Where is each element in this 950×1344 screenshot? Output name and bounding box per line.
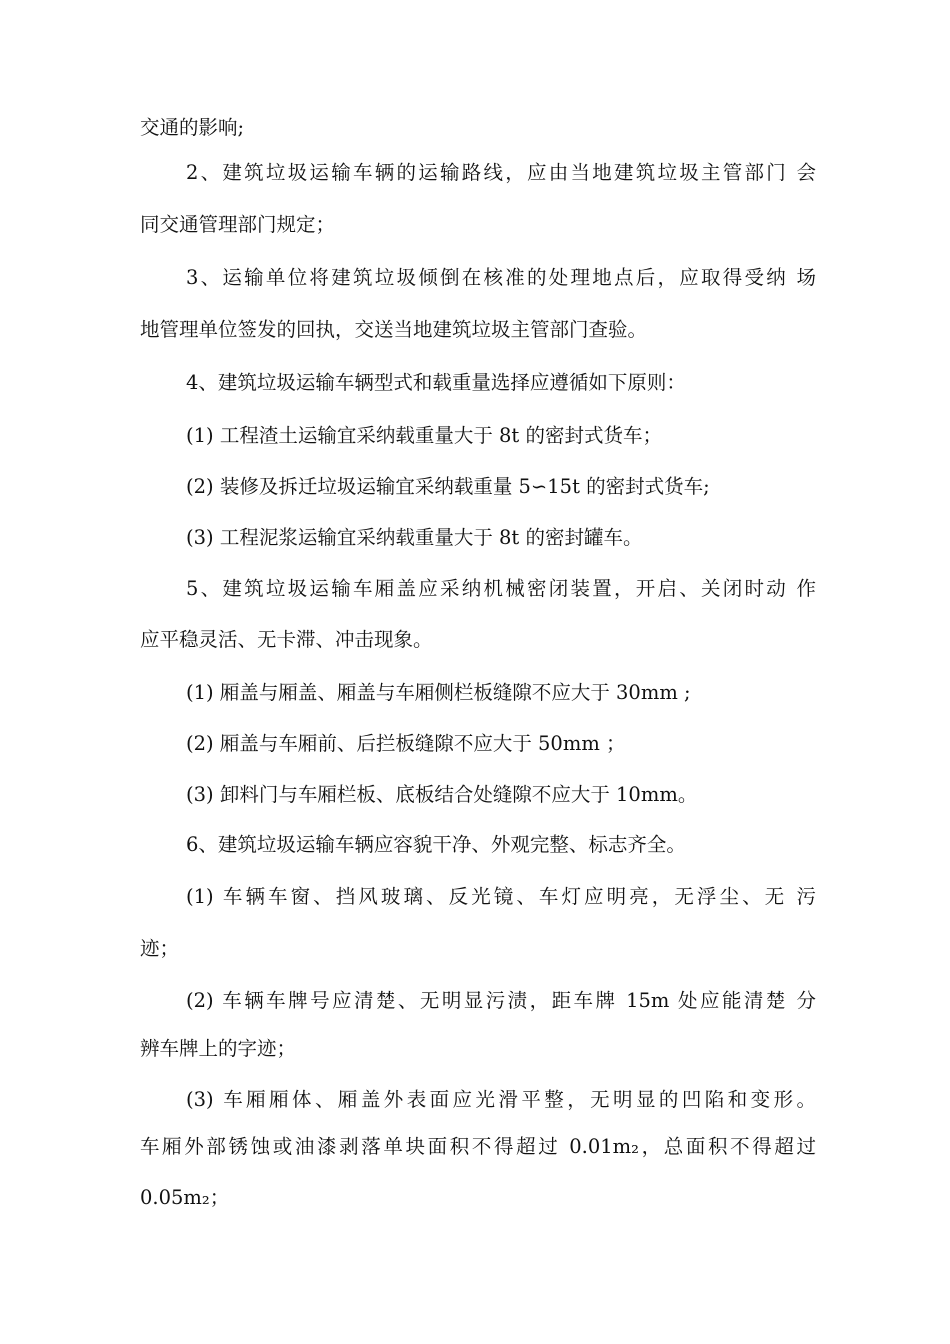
text-line-14: (3) 卸料门与车厢栏板、底板结合处缝隙不应大于 10mm。 [186,783,698,806]
text-line-22: 0.05m₂； [140,1186,230,1209]
text-line-10: 5、建筑垃圾运输车厢盖应采纳机械密闭装置，开启、关闭时动 作 [186,577,816,600]
text-line-9: (3) 工程泥浆运输宜采纳载重量大于 8t 的密封罐车。 [186,526,643,549]
text-line-18: (2) 车辆车牌号应清楚、无明显污渍，距车牌 15m 处应能清楚 分 [186,989,816,1012]
text-line-17: 迹； [140,937,180,960]
text-line-12: (1) 厢盖与厢盖、厢盖与车厢侧栏板缝隙不应大于 30mm ; [186,681,691,704]
text-line-15: 6、建筑垃圾运输车辆应容貌干净、外观完整、标志齐全。 [186,833,686,856]
text-line-3: 同交通管理部门规定； [140,213,336,236]
text-line-11: 应平稳灵活、无卡滞、冲击现象。 [140,628,433,651]
text-line-6: 4、建筑垃圾运输车辆型式和载重量选择应遵循如下原则： [186,371,686,394]
text-line-7: (1) 工程渣土运输宜采纳载重量大于 8t 的密封式货车； [186,424,662,447]
text-line-5: 地管理单位签发的回执，交送当地建筑垃圾主管部门查验。 [140,318,648,341]
text-line-21: 车厢外部锈蚀或油漆剥落单块面积不得超过 0.01m₂，总面积不得超过 [140,1135,816,1158]
text-line-1: 交通的影响; [140,116,245,139]
text-line-19: 辨车牌上的字迹； [140,1037,297,1060]
text-line-4: 3、运输单位将建筑垃圾倾倒在核准的处理地点后，应取得受纳 场 [186,266,816,289]
text-line-13: (2) 厢盖与车厢前、后拦板缝隙不应大于 50mm ； [186,732,626,755]
text-line-8: (2) 装修及拆迁垃圾运输宜采纳载重量 5∽15t 的密封式货车; [186,475,710,498]
text-line-16: (1) 车辆车窗、挡风玻璃、反光镜、车灯应明亮，无浮尘、无 污 [186,885,816,908]
text-line-20: (3) 车厢厢体、厢盖外表面应光滑平整，无明显的凹陷和变形。 [186,1088,816,1111]
text-line-2: 2、建筑垃圾运输车辆的运输路线，应由当地建筑垃圾主管部门 会 [186,161,816,184]
